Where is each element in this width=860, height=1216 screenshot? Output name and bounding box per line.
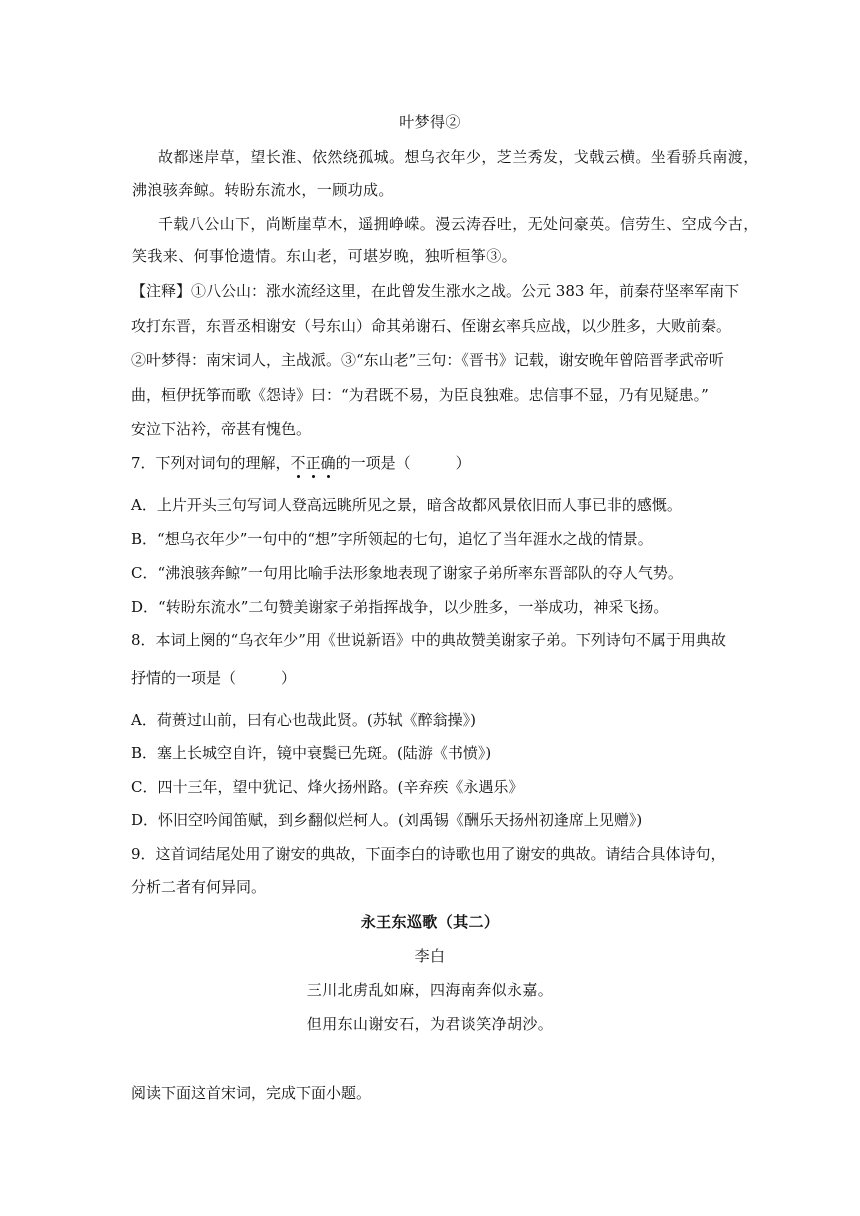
- li-bai-poem-line1: 三川北虏乱如麻，四海南奔似永嘉。: [306, 981, 554, 999]
- question-7-option-c: C．“沸浪骇奔鲸”一句用比喻手法形象地表现了谢家子弟所率东晋部队的夺人气势。: [131, 564, 683, 582]
- li-bai-poem-author: 李白: [414, 947, 446, 965]
- emphasis-dot-char: 确: [320, 454, 336, 472]
- question-8-stem-line2: 抒情的一项是（ ）: [131, 669, 297, 687]
- question-7-option-b: B．“想乌衣年少”一句中的“想”字所领起的七句，追忆了当年涯水之战的情景。: [131, 530, 653, 548]
- poem-stanza1-line2: 沸浪骇奔鲸。转盼东流水，一顾功成。: [132, 181, 394, 199]
- emphasis-dot-char: 正: [305, 454, 321, 472]
- li-bai-poem-title: 永王东巡歌（其二）: [360, 913, 500, 931]
- notes-line-2: 攻打东晋，东晋丞相谢安（号东山）命其弟谢石、侄谢玄率兵应战，以少胜多，大败前秦。: [131, 317, 732, 335]
- question-9-stem-line1: 9．这首词结尾处用了谢安的典故，下面李白的诗歌也用了谢安的典故。请结合具体诗句，: [131, 845, 726, 863]
- question-7-stem: [131, 453, 471, 473]
- question-8-option-b: B．塞上长城空自许，镜中衰鬓已先斑。(陆游《书愤》): [131, 744, 492, 762]
- notes-line-1: 【注释】①八公山：涨水流经这里，在此曾发生涨水之战。公元 383 年，前秦苻坚率军南下: [131, 282, 740, 300]
- reading-instruction: 阅读下面这首宋词，完成下面小题。: [131, 1084, 372, 1102]
- question-9-stem-line2: 分析二者有何异同。: [131, 878, 267, 896]
- poem-stanza1-line1: 故都迷岸草，望长淮、依然绕孤城。想乌衣年少，芝兰秀发，戈戟云横。坐看骄兵南渡，: [158, 148, 759, 166]
- question-8-option-d: D．怀旧空吟闻笛赋，到乡翻似烂柯人。(刘禹锡《酬乐天扬州初逢席上见赠》): [131, 811, 643, 829]
- poem-author: 叶梦得②: [399, 113, 461, 131]
- emphasis-dot-char: 不: [290, 454, 306, 472]
- question-7-stem-post: 的一项是（ ）: [335, 454, 471, 472]
- question-8-option-a: A．荷蒉过山前，曰有心也哉此贤。(苏轼《醉翁操》): [131, 711, 477, 729]
- question-8-option-c: C．四十三年，望中犹记、烽火扬州路。(辛弃疾《永遇乐》: [131, 778, 524, 796]
- notes-line-5: 安泣下沾衿，帝甚有愧色。: [131, 420, 312, 438]
- poem-stanza2-line1: 千载八公山下，尚断崖草木，遥拥峥嵘。漫云涛吞吐，无处问豪英。信劳生、空成今古，: [158, 215, 759, 233]
- poem-stanza2-line2: 笑我来、何事怆遗情。东山老，可堪岁晚，独听桓筝③。: [132, 247, 518, 265]
- question-7-stem-pre: 7．下列对词句的理解，: [131, 454, 291, 472]
- question-7-option-d: D．“转盼东流水”二句赞美谢家子弟指挥战争，以少胜多，一举成功，神采飞扬。: [131, 598, 669, 616]
- question-8-stem-line1: 8．本词上阕的“乌衣年少”用《世说新语》中的典故赞美谢家子弟。下列诗句不属于用典故: [131, 631, 726, 649]
- notes-line-3: ②叶梦得：南宋词人，主战派。③“东山老”三句：《晋书》记载，谢安晚年曾陪晋孝武帝听: [131, 351, 724, 369]
- question-7-option-a: A．上片开头三句写词人登高远眺所见之景，暗含故都风景依旧而人事已非的感慨。: [131, 496, 682, 514]
- notes-line-4: 曲，桓伊抚筝而歌《怨诗》曰：“为君既不易，为臣良独难。忠信事不显，乃有见疑患。”: [131, 386, 709, 404]
- li-bai-poem-line2: 但用东山谢安石，为君谈笑净胡沙。: [306, 1015, 554, 1033]
